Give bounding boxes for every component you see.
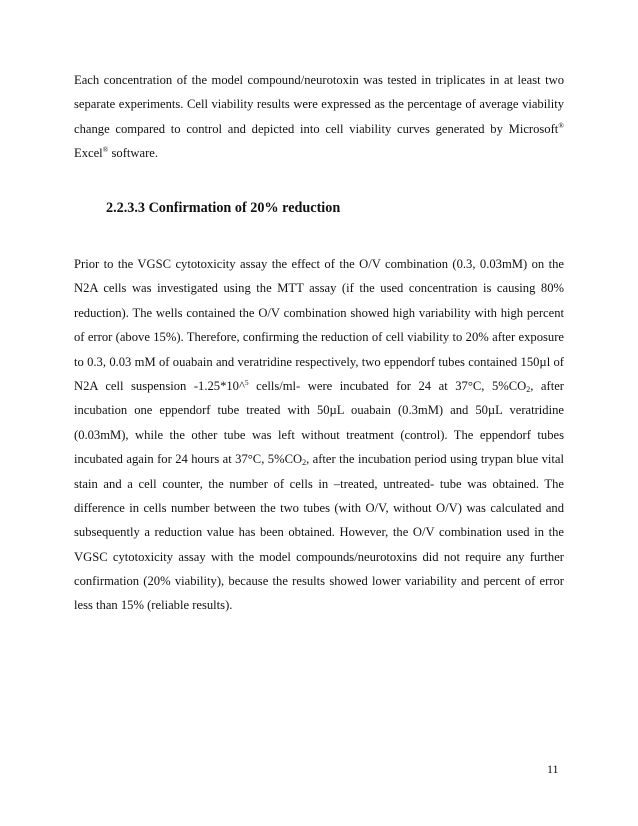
text-line [74,141,564,165]
text-line: stain and a cell counter, the number of cells in –treated, untreated- tube was obtained. The [74,476,564,491]
superscript: 5 [244,377,249,387]
text-segment: incubated again for 24 hours at 37°C, 5%CO [74,452,303,467]
text-segment: , after the incubation period using trypan blue vital [306,452,564,467]
text-line: Prior to the VGSC cytotoxicity assay the effect of the O/V combination (0.3, 0.03mM) on the [74,257,564,271]
text-segment: N2A cell suspension -1.25*10^ [74,378,245,393]
text-line: VGSC cytotoxicity assay with the model compounds/neurotoxins did not require any further [74,549,564,564]
text-line: N2A cells was investigated using the MTT assay (if the used concentration is causing 80% [74,281,564,296]
text-line [74,374,564,398]
text-line: subsequently a reduction value has been obtained. However, the O/V combination used in the [74,525,564,540]
text-line: (0.03mM), while the other tube was left without treatment (control). The eppendorf tubes [74,427,564,442]
text-segment: cells/ml- were incubated for 24 at 37°C, 5%CO [248,378,527,393]
text-line: incubation one eppendorf tube treated with 50µL ouabain (0.3mM) and 50µL veratridine [74,403,564,418]
text-line: confirmation (20% viability), because the results showed lower variability and percent of error [74,574,564,589]
text-line [74,447,564,471]
text-segment: software. [108,146,159,161]
text-segment: , after [530,378,564,393]
section-heading: 2.2.3.3 Confirmation of 20% reduction [106,200,341,216]
page-number: 11 [547,762,559,776]
paragraph-confirmation-method [74,252,564,618]
paragraph-experiment-setup [74,68,564,166]
registered-mark: ® [558,120,564,130]
subscript: 2 [302,458,307,468]
subscript: 2 [526,384,531,394]
text-segment: Excel [74,146,103,161]
text-line: difference in cells number between the two tubes (with O/V, without O/V) was calculated and [74,500,564,515]
text-line: to 0.3, 0.03 mM of ouabain and veratridine respectively, two eppendorf tubes contained 150µl of [74,354,564,369]
text-line: Each concentration of the model compound/neurotoxin was tested in triplicates in at least two [74,73,564,87]
text-line: less than 15% (reliable results). [74,598,233,613]
registered-mark: ® [102,145,109,155]
text-line [74,117,564,141]
text-line: reduction). The wells contained the O/V combination showed high variability with high percent [74,305,564,320]
text-line: of error (above 15%). Therefore, confirming the reduction of cell viability to 20% after exposure [74,330,564,345]
text-line: separate experiments. Cell viability results were expressed as the percentage of average viability [74,97,564,112]
text-segment: change compared to control and depicted into cell viability curves generated by Microsoft [74,121,559,136]
